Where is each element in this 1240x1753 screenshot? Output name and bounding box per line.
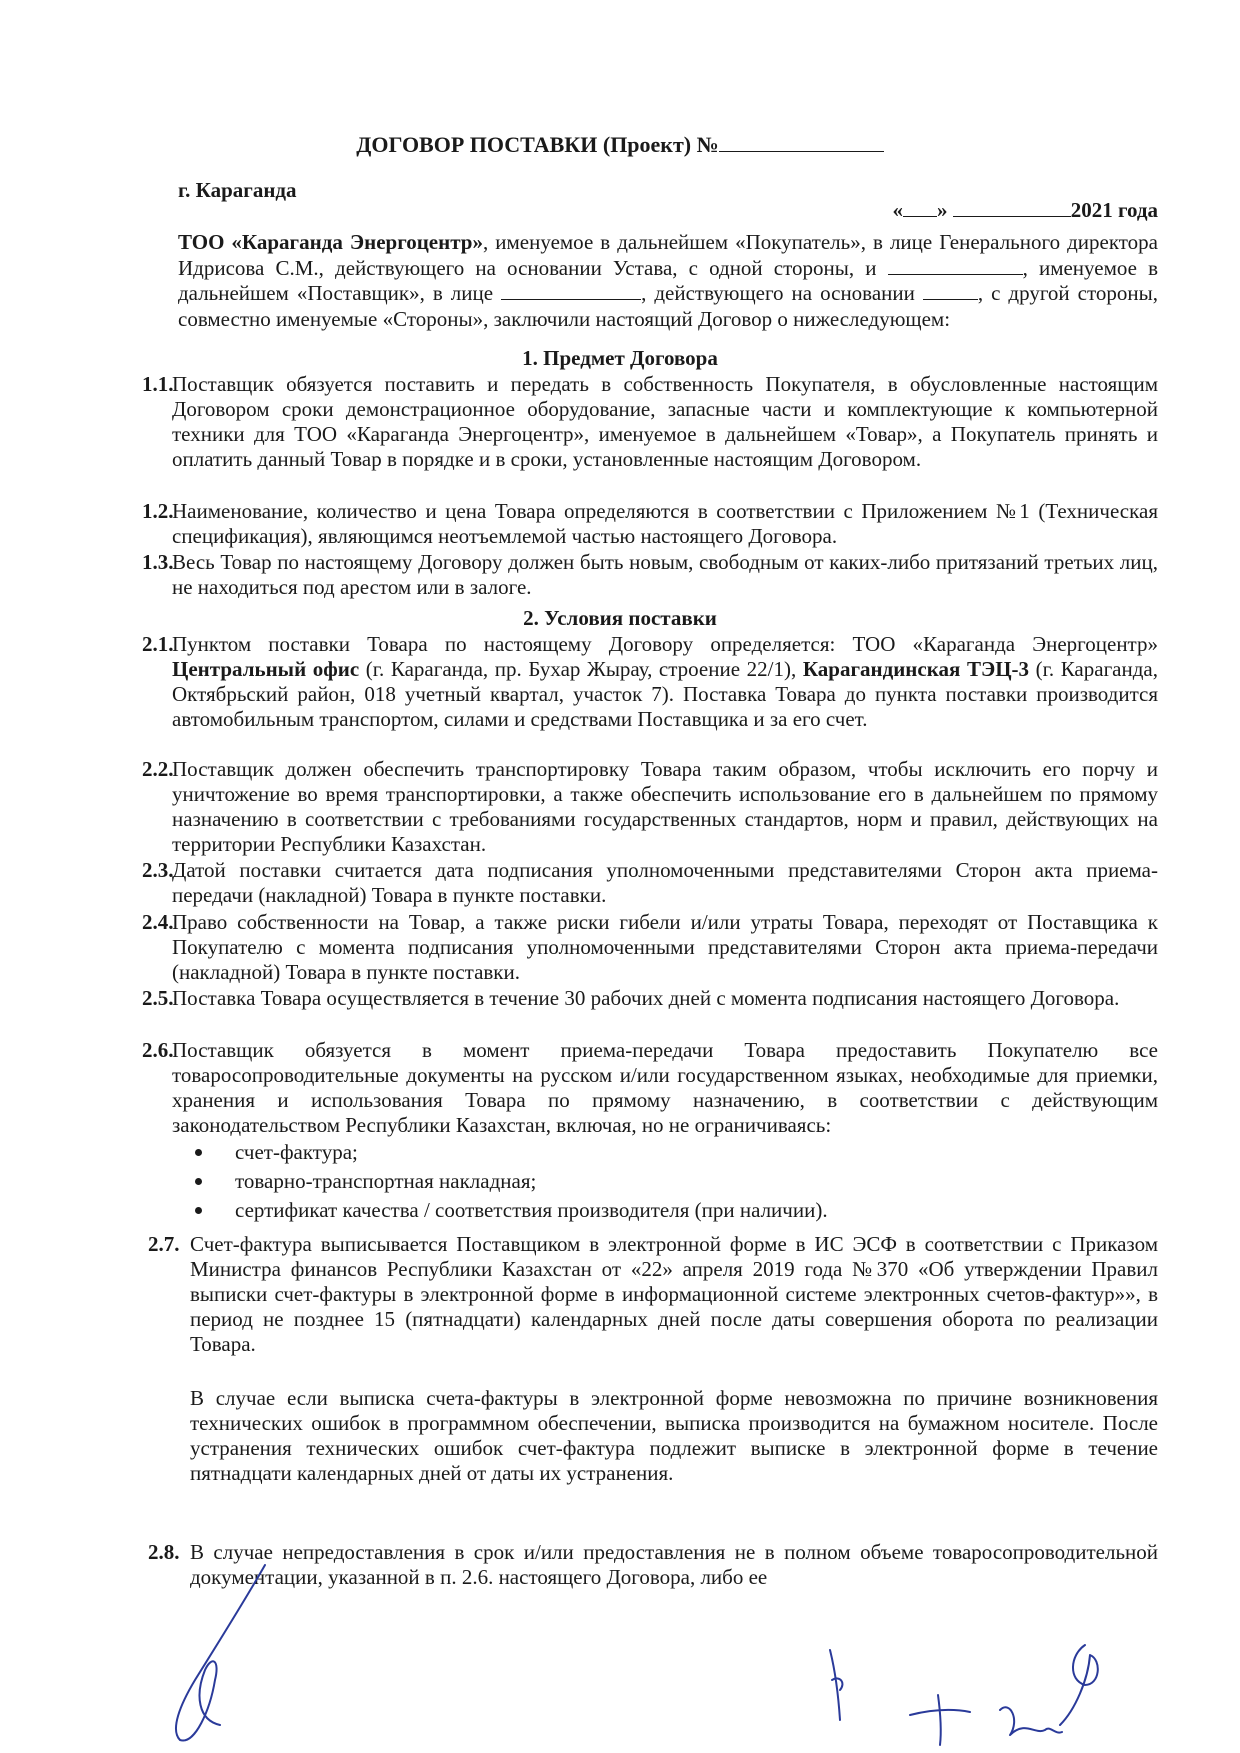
clause-number: 2.2. bbox=[142, 757, 174, 781]
list-item: счет-фактура; bbox=[195, 1138, 1095, 1167]
supplier-name-blank bbox=[888, 258, 1023, 275]
date-year: 2021 года bbox=[1070, 198, 1158, 222]
clause-number: 1.3. bbox=[142, 550, 174, 574]
clause-text: Весь Товар по настоящему Договору должен быть новым, свободным от каких-либо притязаний третьих лиц, не находиться под арестом или в залоге. bbox=[172, 550, 1158, 599]
date-close-quote: » bbox=[936, 198, 948, 222]
clause-1-3 bbox=[142, 550, 1158, 600]
contract-date bbox=[892, 198, 1158, 223]
supplier-rep-blank bbox=[501, 283, 641, 300]
section-1-title: 1. Предмет Договора bbox=[522, 346, 718, 370]
signature-initials-left bbox=[150, 1560, 280, 1750]
clause-text: Поставщик должен обеспечить транспортировку Товара таким образом, чтобы исключить его порчу и уничтожение во время транспортировки, а также обеспечить использование его в дальнейшем по прямому назначению в соответствии с требованиями государственных стандартов, норм и правил, действующих на территории Республики Казахстан. bbox=[172, 757, 1158, 856]
preamble-text-4: , с другой стороны, совместно именуемые «Стороны», заключили настоящий Договор о нижеследующем: bbox=[178, 281, 1158, 331]
supplier-basis-blank bbox=[923, 283, 978, 300]
contract-number-blank bbox=[719, 133, 884, 152]
city: г. Караганда bbox=[178, 178, 297, 202]
clause-text-3: (г. Караганда, Октябрьский район, 018 учетный квартал, участок 7). Поставка Товара до пункта поставки производится автомобильным транспортом, силами и средствами Поставщика и за его счет. bbox=[172, 657, 1158, 731]
clause-number: 1.1. bbox=[142, 372, 174, 396]
clause-number: 2.4. bbox=[142, 910, 174, 934]
clause-2-8 bbox=[148, 1540, 1158, 1590]
preamble-text-3: , действующего на основании bbox=[641, 281, 923, 305]
document-title bbox=[0, 132, 1240, 158]
list-item: сертификат качества / соответствия производителя (при наличии). bbox=[195, 1196, 1095, 1225]
documents-list bbox=[195, 1138, 1095, 1225]
clause-number: 2.8. bbox=[148, 1540, 180, 1564]
clause-number: 2.3. bbox=[142, 858, 174, 882]
day-blank bbox=[903, 200, 937, 217]
clause-text: Поставщик обязуется поставить и передать в собственность Покупателя, в обусловленные настоящим Договором сроки демонстрационное оборудование, запасные части и комплектующие к компьютерной техники для ТОО «Караганда Энергоцентр», именуемое в дальнейшем «Товар», а Покупатель принять и оплатить данный Товар в порядке и в сроки, установленные настоящим Договором. bbox=[172, 372, 1158, 471]
clause-number: 2.5. bbox=[142, 986, 174, 1010]
month-blank bbox=[953, 200, 1071, 217]
title-text: ДОГОВОР ПОСТАВКИ (Проект) № bbox=[356, 132, 719, 157]
clause-text-1: Пунктом поставки Товара по настоящему Договору определяется: ТОО «Караганда Энергоцентр» bbox=[172, 632, 1158, 656]
clause-text: Право собственности на Товар, а также риски гибели и/или утраты Товара, переходят от Поставщика к Покупателю с момента подписания уполномоченными представителями Сторон акта приема-передачи (накладной) Товара в пункте поставки. bbox=[172, 910, 1158, 984]
clause-1-1 bbox=[142, 372, 1158, 472]
section-2-title: 2. Условия поставки bbox=[523, 606, 717, 630]
office-name: Центральный офис bbox=[172, 657, 360, 681]
clause-1-2 bbox=[142, 499, 1158, 549]
clause-text: В случае непредоставления в срок и/или предоставления не в полном объеме товаросопроводительной документации, указанной в п. 2.6. настоящего Договора, либо ее bbox=[190, 1540, 1158, 1589]
clause-2-4 bbox=[142, 910, 1158, 985]
clause-text: Датой поставки считается дата подписания уполномоченными представителями Сторон акта приема-передачи (накладной) Товара в пункте поставки. bbox=[172, 858, 1158, 907]
clause-2-5 bbox=[142, 986, 1158, 1011]
clause-number: 2.6. bbox=[142, 1038, 174, 1062]
signature-initials-2 bbox=[900, 1690, 980, 1750]
list-item: товарно-транспортная накладная; bbox=[195, 1167, 1095, 1196]
preamble bbox=[178, 230, 1158, 332]
date-open-quote: « bbox=[892, 198, 903, 222]
clause-2-1 bbox=[142, 632, 1158, 732]
clause-number: 1.2. bbox=[142, 499, 174, 523]
preamble-text-1: , именуемое в дальнейшем «Покупатель», в лице Генерального директора Идрисова С.М., действующего на основании Устава, с одной стороны, и bbox=[178, 230, 1158, 280]
clause-text: Счет-фактура выписывается Поставщиком в электронной форме в ИС ЭСФ в соответствии с Приказом Министра финансов Республики Казахстан от «22» апреля 2019 года №370 «Об утверждении Правил выписки счет-фактуры в электронной форме в информационной системе электронных счетов-фактур»», в период не позднее 15 (пятнадцати) календарных дней после даты совершения оборота по реализации Товара. bbox=[190, 1232, 1158, 1356]
signature-initials-3 bbox=[990, 1640, 1120, 1750]
clause-2-7 bbox=[148, 1232, 1158, 1357]
clause-2-2 bbox=[142, 757, 1158, 857]
clause-2-3 bbox=[142, 858, 1158, 908]
clause-text: Наименование, количество и цена Товара определяются в соответствии с Приложением №1 (Техническая спецификация), являющимся неотъемлемой частью настоящего Договора. bbox=[172, 499, 1158, 548]
clause-number: 2.1. bbox=[142, 632, 174, 656]
preamble-text-2: , именуемое в дальнейшем «Поставщик», в лице bbox=[178, 255, 1158, 305]
clause-text-2: (г. Караганда, пр. Бухар Жырау, строение 22/1), bbox=[359, 657, 803, 681]
clause-text: Поставщик обязуется в момент приема-передачи Товара предоставить Покупателю все товаросопроводительные документы на русском и/или государственном языках, необходимые для приемки, хранения и использования Товара по прямому назначению, в соответствии с действующим законодательством Республики Казахстан, включая, но не ограничиваясь: bbox=[172, 1038, 1158, 1137]
signature-initials-1 bbox=[810, 1645, 870, 1735]
plant-name: Карагандинская ТЭЦ-3 bbox=[802, 657, 1030, 681]
clause-number: 2.7. bbox=[148, 1232, 180, 1256]
clause-2-6 bbox=[142, 1038, 1158, 1138]
party-buyer-name: ТОО «Караганда Энергоцентр» bbox=[178, 230, 483, 254]
clause-text: Поставка Товара осуществляется в течение 30 рабочих дней с момента подписания настоящего Договора. bbox=[172, 986, 1120, 1010]
clause-2-7-paragraph-2: В случае если выписка счета-фактуры в электронной форме невозможна по причине возникновения технических ошибок в программном обеспечении, выписка производится на бумажном носителе. После устранения технических ошибок счет-фактура подлежит выписке в электронной форме в течение пятнадцати календарных дней от даты их устранения. bbox=[190, 1386, 1158, 1485]
